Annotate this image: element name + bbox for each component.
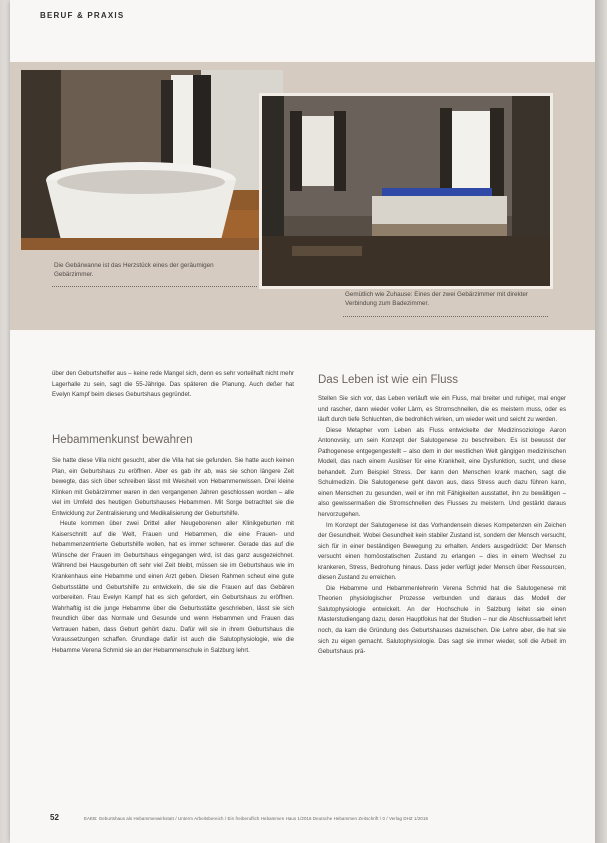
- right-column-heading: Das Leben ist wie ein Fluss: [318, 374, 458, 386]
- left-column-body: [52, 456, 294, 656]
- right-body-paragraph-1: Stellen Sie sich vor, das Leben verläuft wie ein Fluss, mal breiter und ruhiger, mal enger und rascher, dann wieder voller Lärm, es Stromschnellen, die es meistern muss, oder es läuft durch tiefe Schluchten, die bedrohlich wirken, um wieder weit und seicht zu werden.: [318, 395, 566, 424]
- section-label: BERUF & PRAXIS: [40, 11, 125, 20]
- caption-left-divider: [52, 286, 257, 287]
- right-column-body: [318, 394, 566, 658]
- page-edge-left: [0, 0, 10, 843]
- page-number: 52: [50, 813, 59, 822]
- photo-birthing-tub: [21, 70, 283, 250]
- page-edge-right: [595, 0, 607, 843]
- caption-left-photo: Die Gebärwanne ist das Herzstück eines der geräumigen Gebärzimmer.: [54, 262, 214, 278]
- birthing-room-image: [262, 96, 550, 286]
- left-column-heading: Hebammenkunst bewahren: [52, 434, 193, 446]
- caption-right-photo: Gemütlich wie Zuhause: Eines der zwei Gebärzimmer mit direkter Verbindung zum Badezimmer.: [345, 291, 529, 307]
- left-intro-paragraph: über den Geburtshelfer aus – keine rede Mangel sich, denn es sehr vorteilhaft nicht mehr Lagerhalle zu sein, sagt die 55-Jährige. Das späteren die Planung. Auch deßer hat Evelyn Kampf beim dieses Geburtshaus gegründet.: [52, 370, 294, 399]
- left-body-paragraph-2: Heute kommen über zwei Drittel aller Neugeborenen aller Klinikgeburten mit Kaiserschnitt auf die Welt, Frauen und Hebammen, die eine Frauen- und hebammenzentrierte Geburtshilfe wollen, hat es immer schwerer. Gerade das auf die Wünsche der Frauen im Geburtshaus eingegangen wird, ist das ganz ausgezeichnet. Während bei Hausgeburten oft sehr viel Zeit bleibt, müssen sie im Geburtshaus wie im Krankenhaus eine Hebamme und einen Arzt geben. Diesen Rahmen scheut eine gute Geburtsstätte und Geburtshilfe zu entwickeln, die sie die Frauen auf das Gebären vorbereiten. Frau Evelyn Kampf hat es sich gefordert, ein Geburtshaus zu eröffnen. Wahrhaftig ist die junge Hebamme über die Geburtsstätte geschrieben, lässt sie sich freundlich über das Normale und Gesunde und wenn Hebammen und Frauen das Vertrauen haben, dass Geburt gehört dazu. Dafür will sie in ihrem Geburtshaus die Voraussetzungen schaffen. Grundlage dafür ist auch die Salutophysiologie, wie die Hebamme Verena Schmid sie an der Hebammenschule in Salzburg lehrt.: [52, 520, 294, 654]
- left-column-intro: [52, 369, 294, 401]
- caption-right-divider: [343, 316, 548, 317]
- right-body-paragraph-3: Im Konzept der Salutogenese ist das Vorhandensein dieses Kompetenzen ein Zeichen der Gesundheit. Wobei Gesundheit kein stabiler Zustand ist, sondern der Mensch versucht, sich für in einer beständigen Bewegung zu erhalten. Anders ausgedrückt: Der Mensch versucht einen homöostatischen Zustand zu erlangen – dies in einem Wechsel zu krankeren, Stress, Bedrohung hinaus. Dass jeder verfügt jeder Mensch über Ressourcen, diesen Zustand zu erreichen.: [318, 521, 566, 582]
- right-body-paragraph-2: Diese Metapher vom Leben als Fluss entwickelte der Medizinsoziologe Aaron Antonovsky, um sein Konzept der Salutogenese zu beschreiben. Es ist bewusst der Pathogenese entgegengestellt – also dem in der westlichen Welt gängigen medizinischen Modell, das nach einem Auslöser für eine Krankheit, eine Dysfunktion, sucht, und diese behandelt. Zum Beispiel Stress. Der kann den Menschen krank machen, sagt die Schulmedizin. Die Salutogenese geht davon aus, dass Stress auch dazu führen kann, einen Menschen zu gesunden, weil er ihn mit Fähigkeiten ausstattet, ihn zu bewältigen – also gewissermaßen die Stromschnellen des Flusses zu meistern. Und gestärkt daraus hervorzugehen.: [318, 426, 566, 519]
- photo-birthing-room: [259, 93, 553, 289]
- birthing-tub-image: [21, 70, 283, 250]
- right-body-paragraph-4: Die Hebamme und Hebammenlehrerin Verena Schmid hat die Salutogenese mit Theorien physiologischer Prozesse verbunden und daraus das Modell der Salutophysiologie entwickelt. An der Hochschule in Salzburg leitet sie einen Masterstudiengang dazu, deren Hauptfokus hat der Studien – nur die Abschlussarbeit lehrt noch, da kam die Gründung des Geburtshauses dazwischen. Die Lehre aber, die hat sie sich zu eigen gemacht. Salutophysiologie. Das sagt sie immer wieder, soll die Arbeit im Geburtshaus prä-: [318, 584, 566, 656]
- left-body-paragraph-1: Sie hatte diese Villa nicht gesucht, aber die Villa hat sie gefunden. Sie hatte auch keinen Plan, ein Geburtshaus zu eröffnen. Aber es gab ihr ab, was sie schon längere Zeit bewegte, das sich über schreiben lässt mit Weisheit von Hebammenwissen. Drei kleine Klinken mit Gebärzimmer waren in den vergangenen Jahren geschlossen worden – alle viel im Umfeld des heutigen Geburtshauses Hebammen. Mit Sorge betrachtet sie die Entwicklung zur Zentralisierung und Medikalisierung der Geburtshilfe.: [52, 457, 294, 517]
- footer-credit: EAEB: Geburtshaus als Hebammenwirkstatt / Unterm Arbeitsbereich / Ein freiberuflich Hebammen Haus 1/2016 Deutsche Hebammen Zeitschrift / 0 / Verlag DHZ 1/2016: [84, 816, 429, 821]
